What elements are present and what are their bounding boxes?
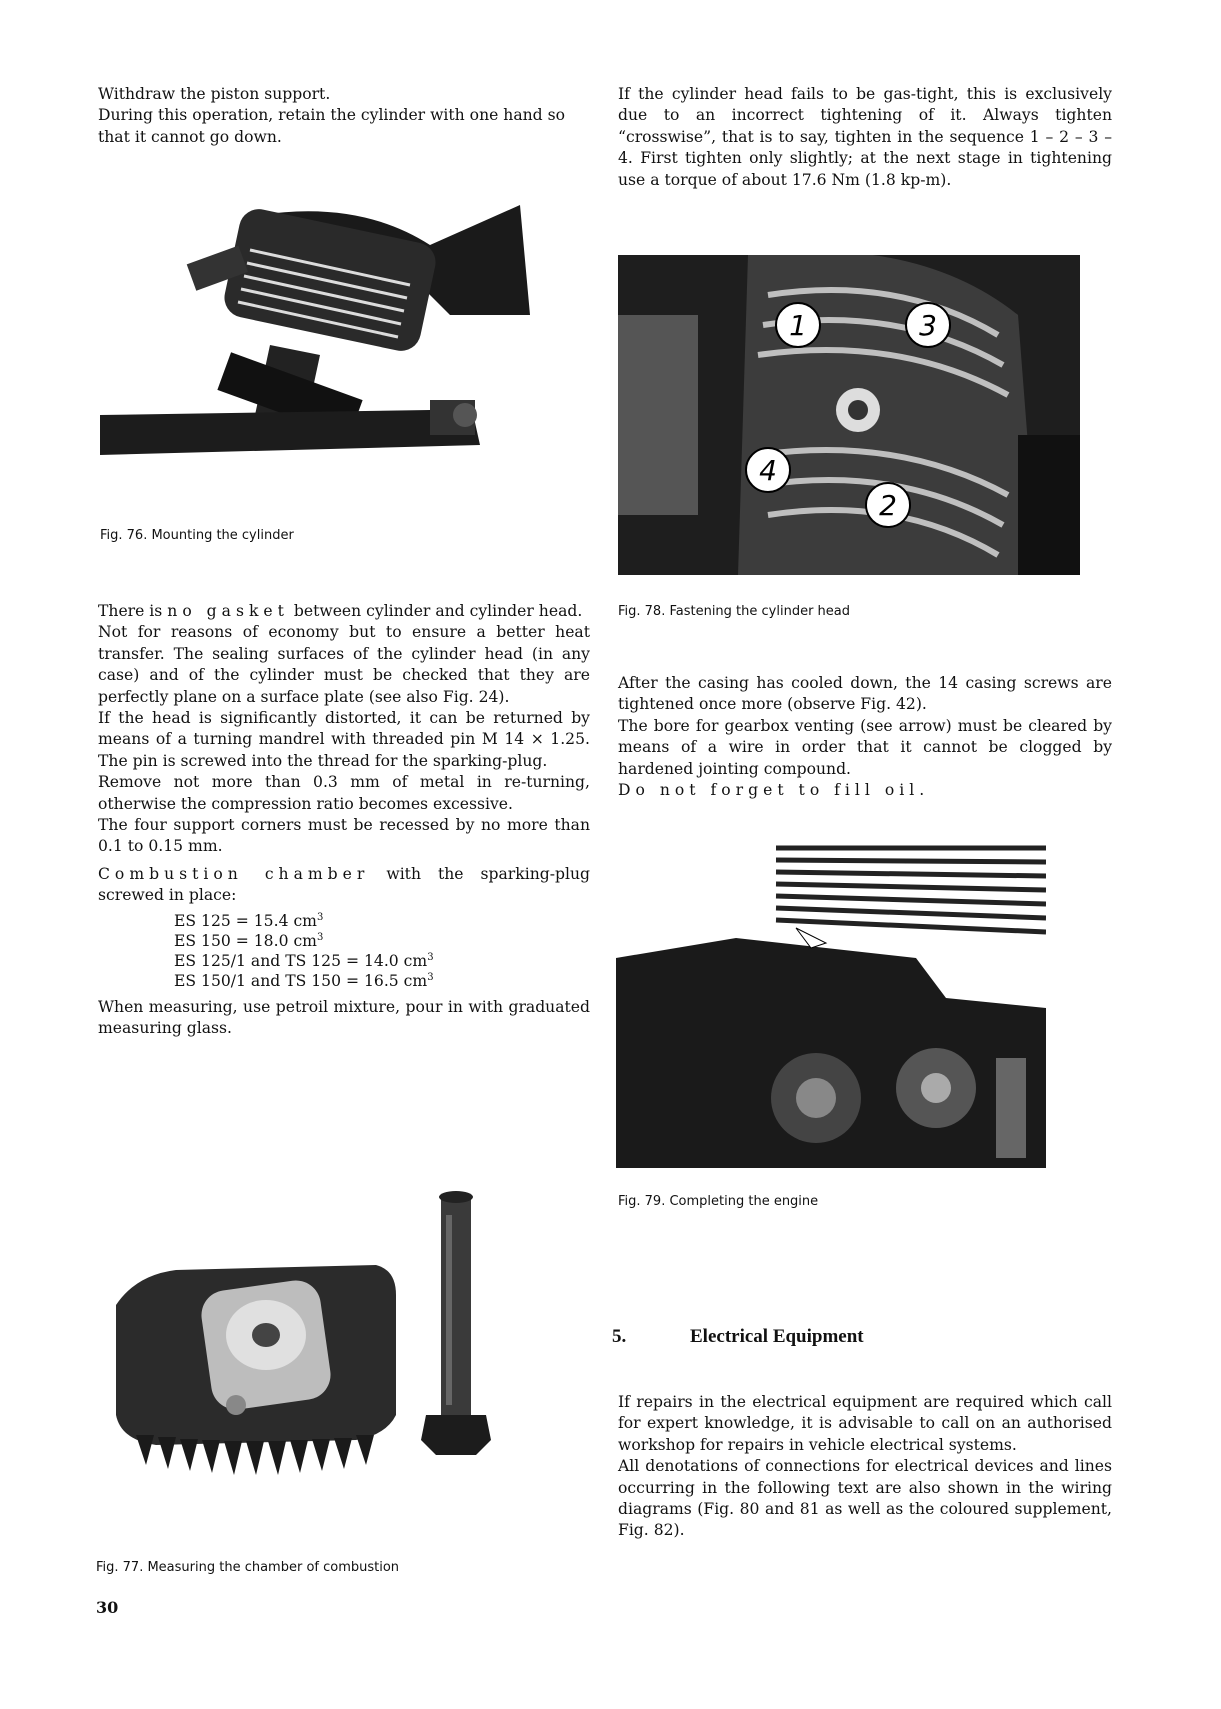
fig79-engine-photo	[616, 838, 1046, 1168]
section-title: Electrical Equipment	[690, 1326, 864, 1347]
section-heading	[612, 1326, 864, 1348]
gasket-emphasis: no gasket	[167, 602, 289, 620]
measuring-paragraph: When measuring, use petroil mixture, pour in with graduated measuring glass.	[98, 997, 590, 1038]
marker-4: 4	[759, 454, 777, 487]
fig79-caption: Fig. 79. Completing the engine	[618, 1194, 819, 1209]
combustion-paragraph	[98, 864, 590, 907]
section-number: 5.	[612, 1326, 627, 1347]
casing-section	[618, 673, 1112, 801]
gasket-pre: There is	[98, 602, 163, 620]
casing-screws-paragraph: After the casing has cooled down, the 14 casing screws are tightened once more (observe Fig. 42).	[618, 674, 1112, 714]
marker-3: 3	[919, 309, 937, 342]
paragraph-distorted: If the head is significantly distorted, it can be returned by means of a turning mandrel with threaded pin M 14 × 1.25. The pin is screwed into the thread for the sparking-plug.	[98, 709, 590, 770]
intro-line-1: Withdraw the piston support.	[98, 85, 331, 103]
gas-tight-text: If the cylinder head fails to be gas-tight, this is exclusively due to an incorrect tightening of it. Always tighten “crosswise”, that is to say, tighten in the sequence 1 – 2 – 3 – 4. First tighten only slightly; at the next stage in tightening use a torque of about 17.6 Nm (1.8 kp-m).	[618, 85, 1112, 189]
gas-tight-paragraph	[618, 84, 1112, 191]
fig77-caption: Fig. 77. Measuring the chamber of combustion	[96, 1560, 400, 1575]
gasket-post: between cylinder and cylinder head.	[293, 602, 583, 620]
paragraph-heat-transfer: Not for reasons of economy but to ensure a better heat transfer. The sealing surfaces of the cylinder head (in any case) and of the cylinder must be checked that they are perfectly plane on a surface plate (see also Fig. 24).	[98, 623, 590, 706]
volume-list	[98, 911, 590, 991]
fig78-caption: Fig. 78. Fastening the cylinder head	[618, 604, 851, 619]
electrical-section	[618, 1392, 1112, 1542]
fig77-chamber-photo	[96, 1185, 516, 1495]
combustion-post: with the sparking-plug screwed in place:	[98, 864, 590, 905]
intro-line-2: During this operation, retain the cylinder with one hand so that it cannot go down.	[98, 106, 566, 146]
paragraph-support-corners: The four support corners must be recessed by no more than 0.1 to 0.15 mm.	[98, 816, 590, 856]
marker-2: 2	[879, 489, 897, 522]
combustion-emphasis: Combustion chamber	[98, 864, 370, 883]
intro-text	[98, 84, 590, 148]
paragraph-remove-metal: Remove not more than 0.3 mm of metal in re-turning, otherwise the compression ratio becomes excessive.	[98, 773, 590, 813]
gasket-section	[98, 601, 590, 1040]
volume-item: ES 125 = 15.4 $cm^3$	[174, 911, 324, 930]
fig76-cylinder-photo	[100, 205, 530, 505]
volume-item: ES 150/1 and TS 150 = 16.5 $cm^3$	[174, 971, 434, 990]
fig76-caption: Fig. 76. Mounting the cylinder	[100, 528, 294, 543]
volume-item: ES 125/1 and TS 125 = 14.0 $cm^3$	[174, 951, 434, 970]
gearbox-venting-paragraph: The bore for gearbox venting (see arrow) must be cleared by means of a wire in order that it cannot be clogged by hardened jointing compound.	[618, 716, 1112, 778]
electrical-repairs-paragraph: If repairs in the electrical equipment are required which call for expert knowledge, it is advisable to call on an authorised workshop for repairs in vehicle electrical systems.	[618, 1393, 1112, 1454]
fig78-cylinder-head-photo	[618, 255, 1080, 575]
marker-1: 1	[789, 309, 807, 342]
volume-item: ES 150 = 18.0 $cm^3$	[174, 931, 324, 950]
oil-note: Do not forget to fill oil.	[618, 781, 930, 800]
electrical-denotations-paragraph: All denotations of connections for electrical devices and lines occurring in the following text are also shown in the wiring diagrams (Fig. 80 and 81 as well as the coloured supplement, Fig. 82).	[618, 1457, 1112, 1540]
gasket-paragraph	[98, 601, 590, 622]
page-number: 30	[96, 1598, 119, 1617]
